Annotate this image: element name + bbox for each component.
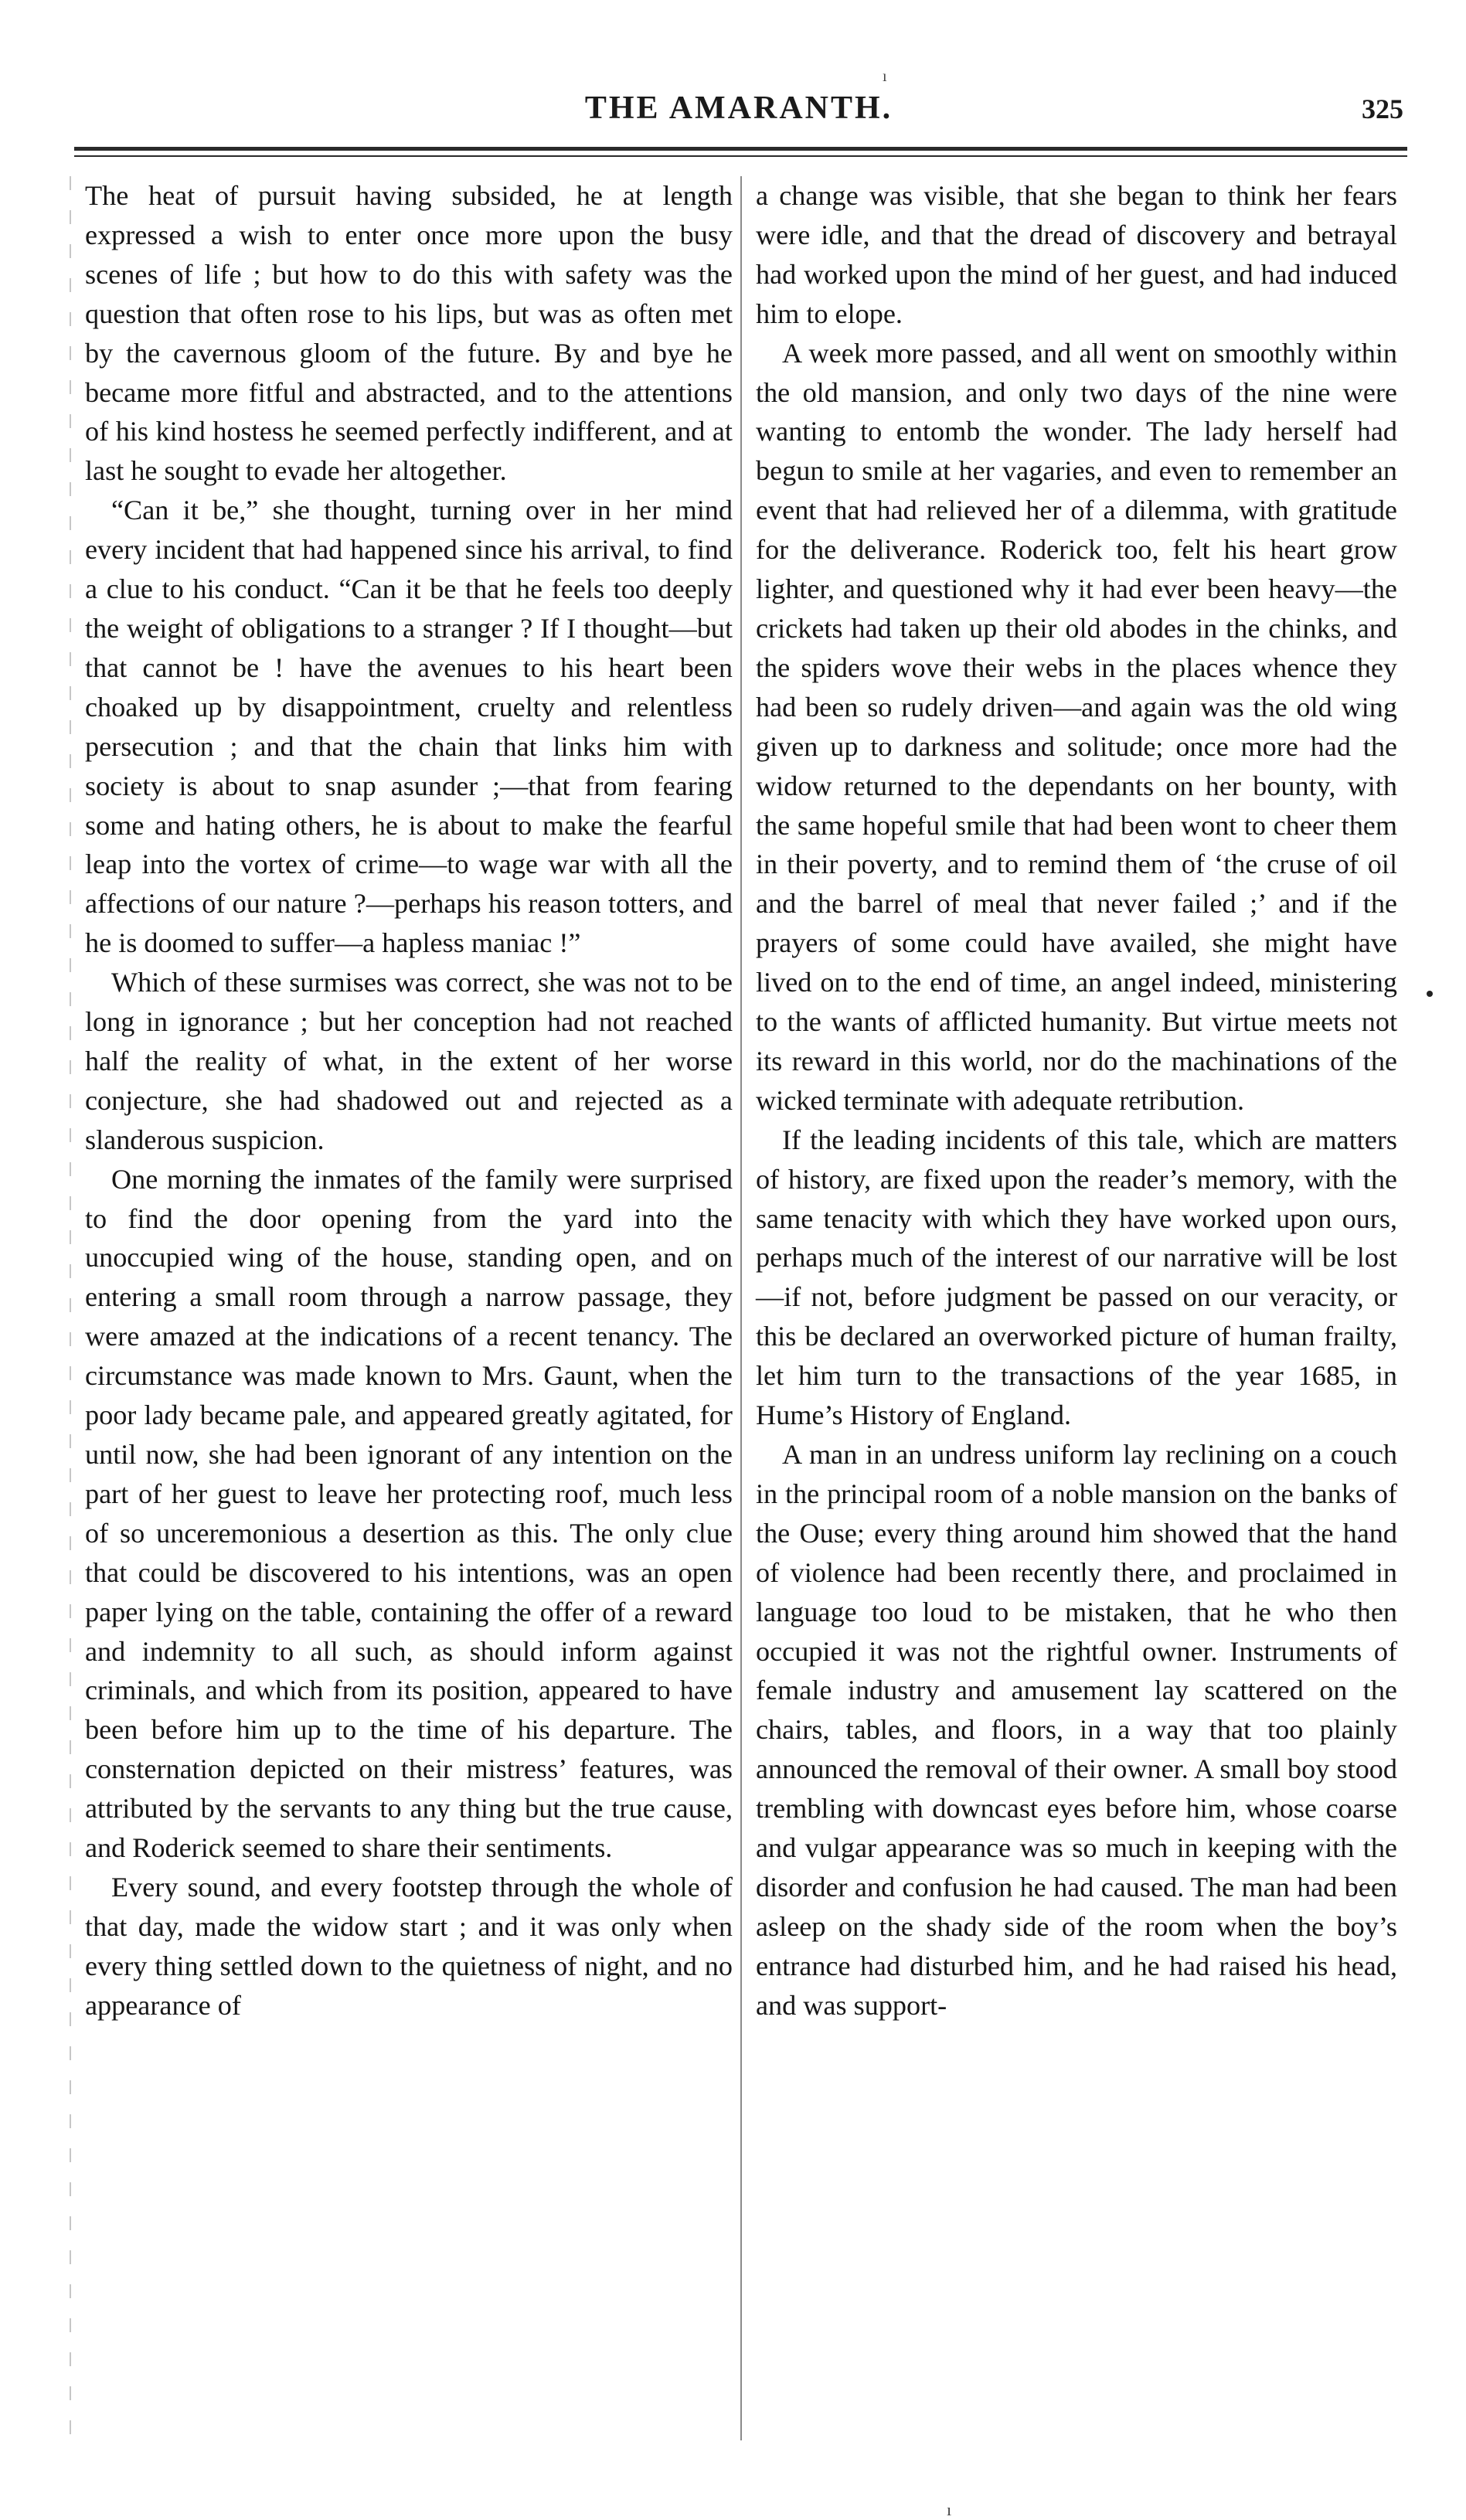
page-number: 325	[1362, 94, 1403, 124]
left-column	[85, 176, 733, 2025]
paragraph: a change was visible, that she began to think her fears were idle, and that the dread of discovery and betrayal had worked upon the mind of her guest, and had induced him to elope.	[756, 180, 1397, 329]
gutter-marks	[70, 176, 71, 2440]
print-mark: ı	[883, 68, 887, 85]
paragraph: If the leading incidents of this tale, which are matters of history, are fixed upon the reader’s memory, with the same tenacity with which they have worked upon ours, perhaps much of the interest of our narrative will be lost—if not, before judgment be passed on our veracity, or this be declared an overworked picture of human frailty, let him turn to the transactions of the year 1685, in Hume’s History of England.	[756, 1124, 1397, 1431]
header-rule-thick	[74, 147, 1407, 151]
header-rule-thin	[74, 155, 1407, 157]
running-title: THE AMARANTH.	[584, 90, 893, 126]
column-divider	[740, 176, 742, 2440]
paragraph: Which of these surmises was correct, she was not to be long in ignorance ; but her conception had not reached half the reality of what, in the extent of her worse conjecture, she had shadowed out and rejected as a slanderous suspicion.	[85, 967, 733, 1155]
right-column	[756, 176, 1397, 2025]
print-speck	[1427, 991, 1433, 997]
paragraph: A week more passed, and all went on smoothly within the old mansion, and only two days of the nine were wanting to entomb the wonder. The lady herself had begun to smile at her vagaries, and even to remember an event that had relieved her of a dilemma, with gratitude for the deliverance. Roderick too, felt his heart grow lighter, and questioned why it had ever been heavy—the crickets had taken up their old abodes in the chinks, and the spiders wove their webs in the places whence they had been so rudely driven—and again was the old wing given up to darkness and solitude; once more had the widow returned to the dependants on her bounty, with the same hopeful smile that had been wont to cheer them in their poverty, and to remind them of ‘the cruse of oil and the barrel of meal that never failed ;’ and if the prayers of some could have availed, she might have lived on to the end of time, an angel indeed, ministering to the wants of afflicted humanity. But virtue meets not its reward in this world, nor do the machinations of the wicked terminate with adequate retribution.	[756, 337, 1397, 1116]
page-header	[74, 85, 1403, 139]
paragraph: The heat of pursuit having subsided, he at length expressed a wish to enter once more upon the busy scenes of life ; but how to do this with safety was the question that often rose to his lips, but was as often met by the cavernous gloom of the future. By and bye he became more fitful and abstracted, and to the attentions of his kind hostess he seemed perfectly indifferent, and at last he sought to evade her altogether.	[85, 180, 733, 487]
paragraph: “Can it be,” she thought, turning over in her mind every incident that had happened since his arrival, to find a clue to his conduct. “Can it be that he feels too deeply the weight of obligations to a stranger ? If I thought—but that cannot be ! have the avenues to his heart been choaked up by disappointment, cruelty and relentless persecution ; and that the chain that links him with society is about to snap asunder ;—that from fearing some and hating others, he is about to make the fearful leap into the vortex of crime—to wage war with all the affections of our nature ?—perhaps his reason totters, and he is doomed to suffer—a hapless maniac !”	[85, 495, 733, 959]
paragraph: One morning the inmates of the family were surprised to find the door opening from the yard into the unoccupied wing of the house, standing open, and on entering a small room through a narrow passage, they were amazed at the indications of a recent tenancy. The circumstance was made known to Mrs. Gaunt, when the poor lady became pale, and appeared greatly agitated, for until now, she had been ignorant of any intention on the part of her guest to leave her protecting roof, much less of so unceremonious a desertion as this. The only clue that could be discovered to his intentions, was an open paper lying on the table, containing the offer of a reward and indemnity to all such, as should inform against criminals, and which from its position, appeared to have been before him up to the time of his departure. The consternation depicted on their mistress’ features, was attributed by the servants to any thing but the true cause, and Roderick seemed to share their sentiments.	[85, 1163, 733, 1864]
paragraph: Every sound, and every footstep through the whole of that day, made the widow start ; and it was only when every thing settled down to the quietness of night, and no appearance of	[85, 1871, 733, 2021]
paragraph: A man in an undress uniform lay reclining on a couch in the principal room of a noble mansion on the banks of the Ouse; every thing around him showed that the hand of violence had been recently there, and proclaimed in language too loud to be mistaken, that he who then occupied it was not the rightful owner. Instruments of female industry and amusement lay scattered on the chairs, tables, and floors, in a way that too plainly announced the removal of their owner. A small boy stood trembling with downcast eyes before him, whose coarse and vulgar appearance was so much in keeping with the disorder and confusion he had caused. The man had been asleep on the shady side of the room when the boy’s entrance had disturbed him, and he had raised his head, and was support-	[756, 1439, 1397, 2021]
print-mark: ı	[947, 2500, 952, 2519]
